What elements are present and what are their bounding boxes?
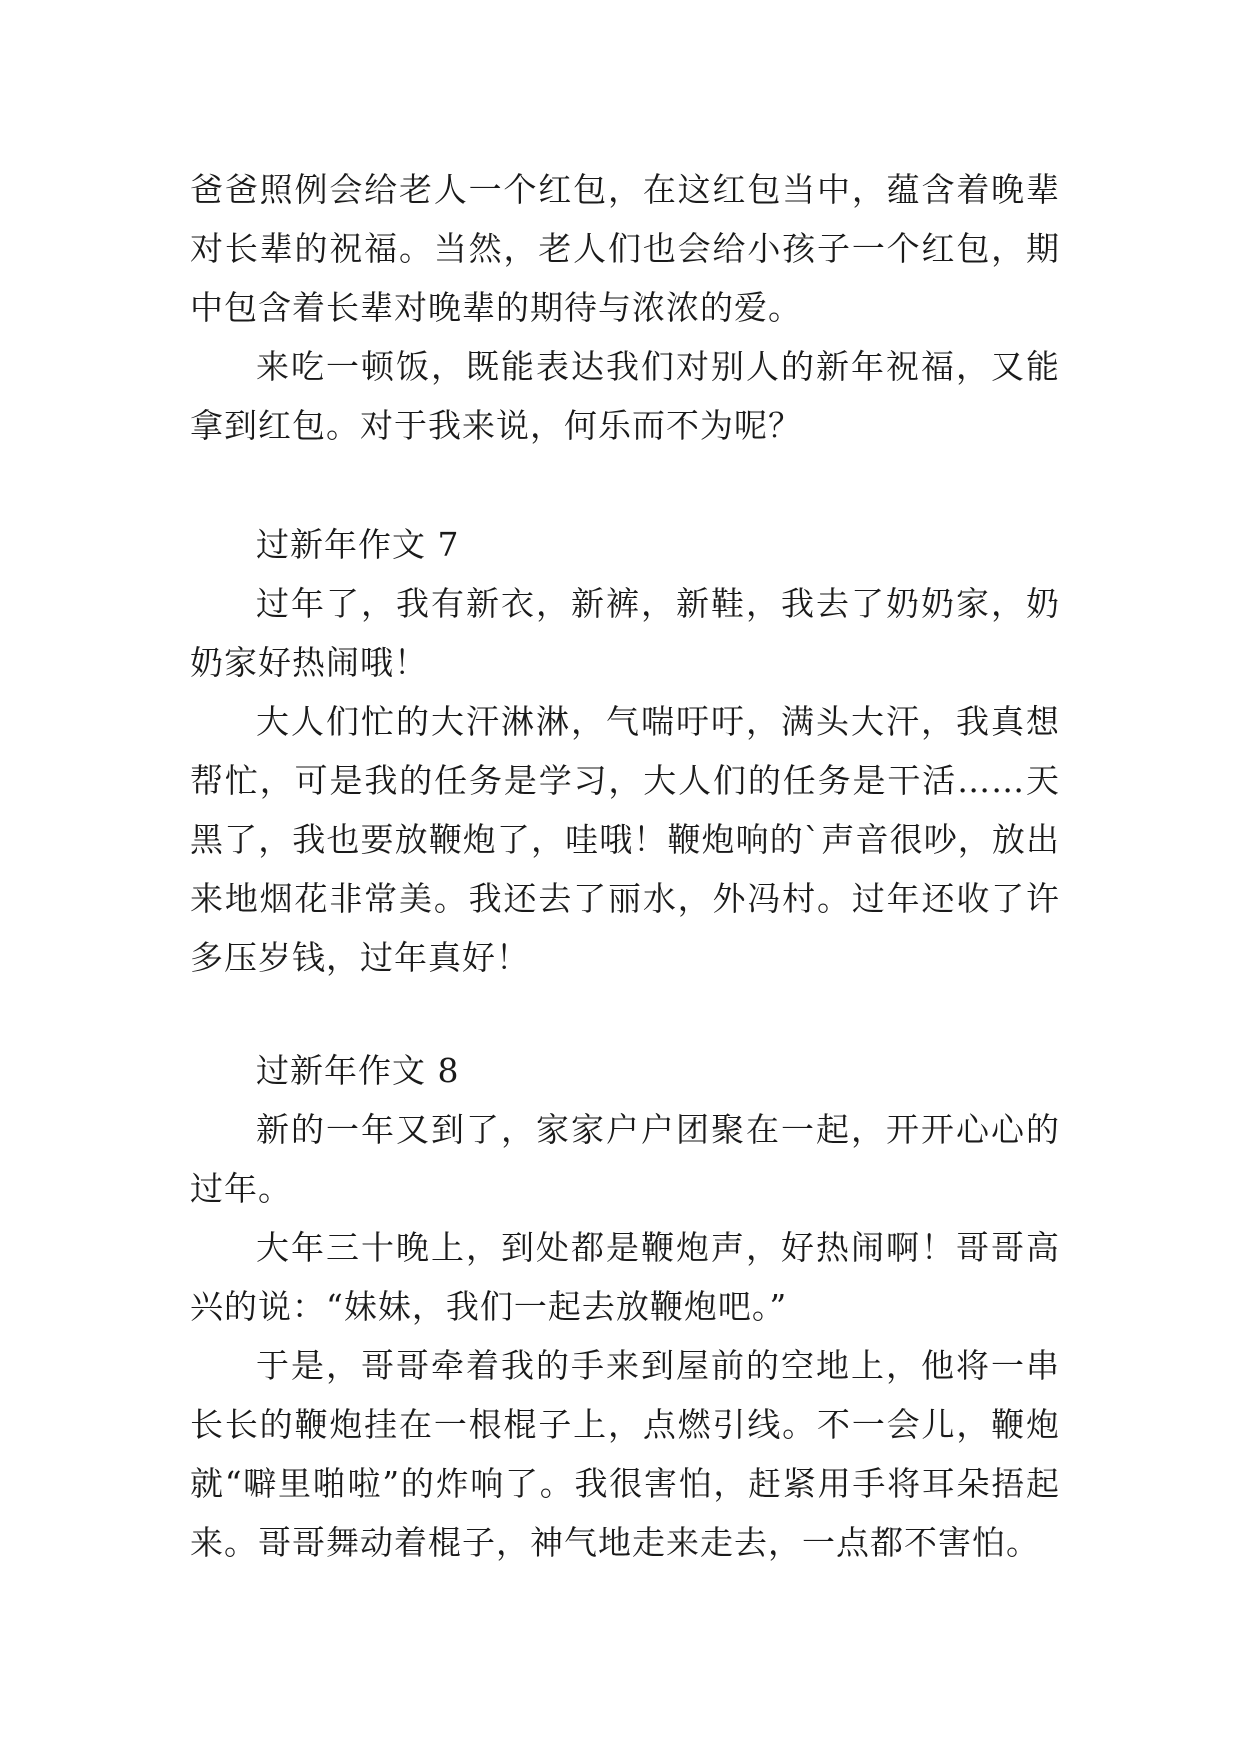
- essay-7-body: [190, 574, 1060, 987]
- essay-8-body: [190, 1100, 1060, 1572]
- essay-8-title: 过新年作文 8: [256, 1051, 460, 1090]
- paragraph: 来吃一顿饭，既能表达我们对别人的新年祝福，又能拿到红包。对于我来说，何乐而不为呢？: [190, 347, 1060, 445]
- paragraph: 爸爸照例会给老人一个红包，在这红包当中，蕴含着晚辈对长辈的祝福。当然，老人们也会给小孩子一个红包，期中包含着长辈对晚辈的期待与浓浓的爱。: [190, 170, 1060, 327]
- paragraph: 大人们忙的大汗淋淋，气喘吁吁，满头大汗，我真想帮忙，可是我的任务是学习，大人们的任务是干活……天黑了，我也要放鞭炮了，哇哦！鞭炮响的`声音很吵，放出来地烟花非常美。我还去了丽水，外冯村。过年还收了许多压岁钱，过年真好！: [190, 702, 1060, 977]
- paragraph: 大年三十晚上，到处都是鞭炮声，好热闹啊！哥哥高兴的说：“妹妹，我们一起去放鞭炮吧。”: [190, 1228, 1060, 1326]
- top-section: [190, 160, 1060, 455]
- paragraph: 于是，哥哥牵着我的手来到屋前的空地上，他将一串长长的鞭炮挂在一根棍子上，点燃引线。不一会儿，鞭炮就“噼里啪啦”的炸响了。我很害怕，赶紧用手将耳朵捂起来。哥哥舞动着棍子，神气地走来走去，一点都不害怕。: [190, 1346, 1060, 1562]
- paragraph: 过年了，我有新衣，新裤，新鞋，我去了奶奶家，奶奶家好热闹哦！: [190, 584, 1060, 682]
- essay-7-title: 过新年作文 7: [256, 525, 460, 564]
- paragraph: 新的一年又到了，家家户户团聚在一起，开开心心的过年。: [190, 1110, 1060, 1208]
